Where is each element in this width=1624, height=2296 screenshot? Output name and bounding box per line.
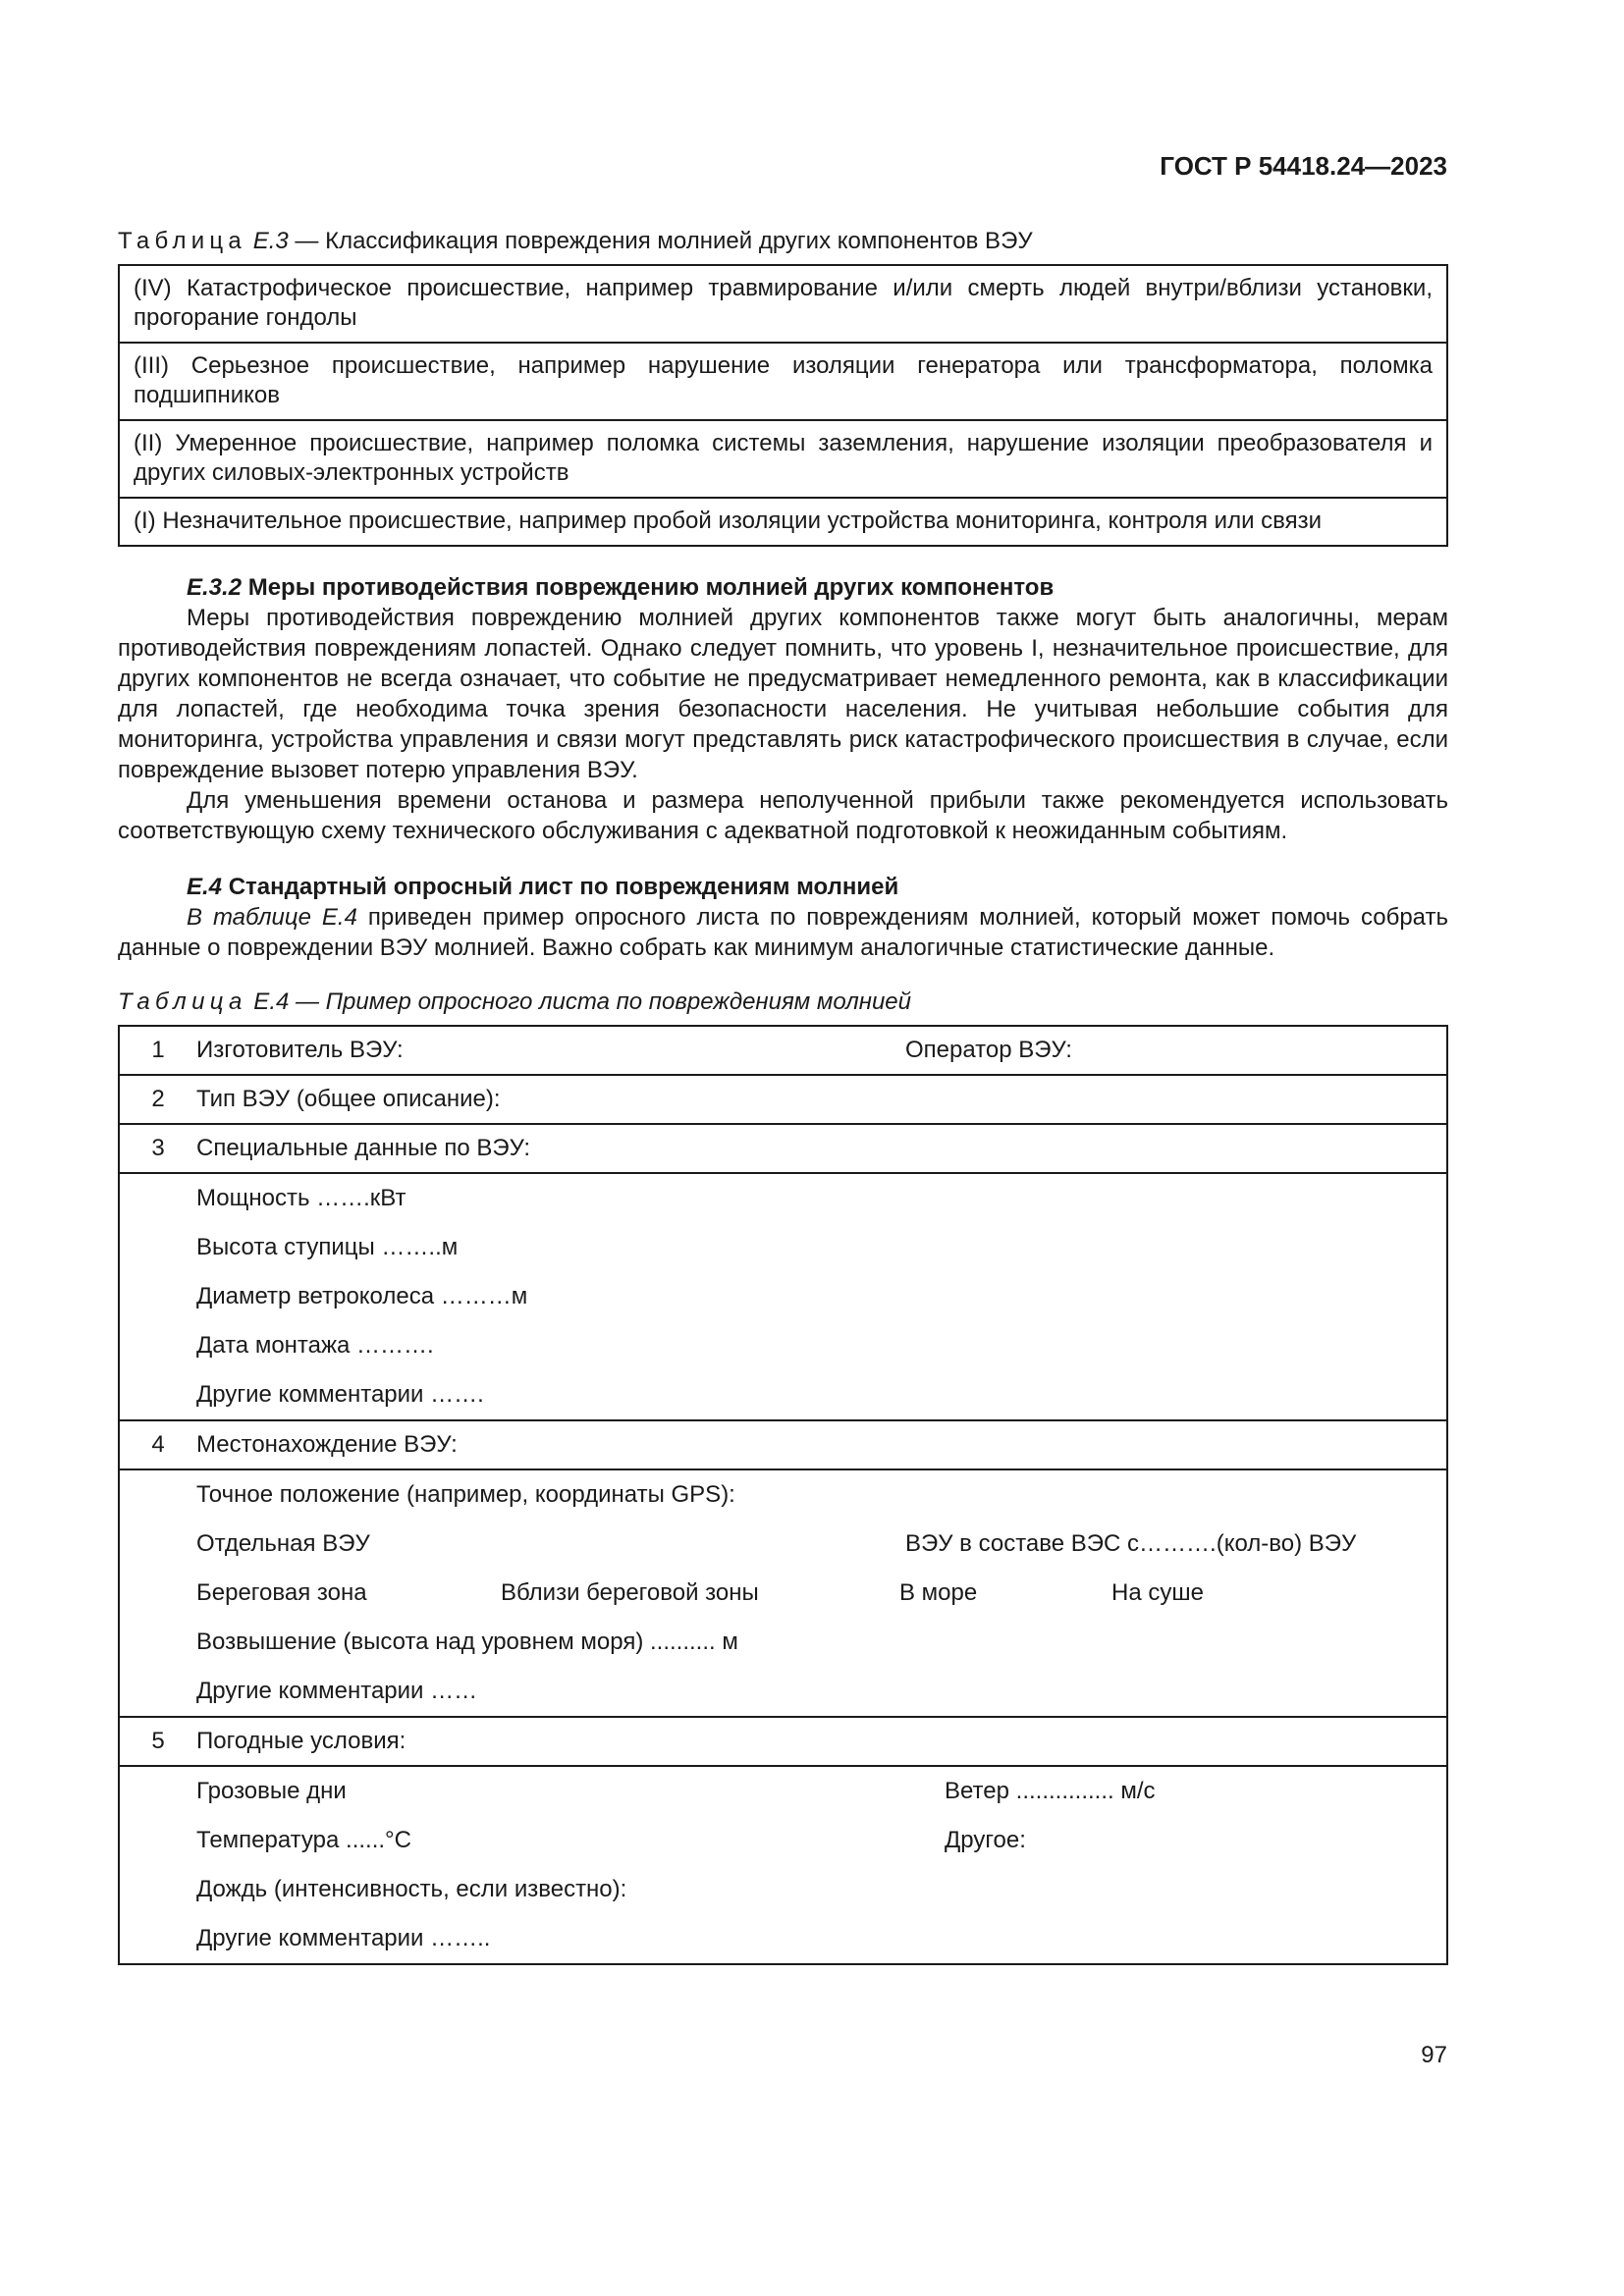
elevation-field: Возвышение (высота над уровнем моря) .......... м <box>196 1629 738 1655</box>
caption-text: Е.4 — Пример опросного листа по повреждениям молнией <box>246 988 911 1015</box>
power-field: Мощность …….кВт <box>196 1185 406 1211</box>
rotor-diameter-field: Диаметр ветроколеса ………м <box>196 1283 528 1309</box>
row-number <box>119 1766 196 1964</box>
table-cell <box>196 1026 1447 1075</box>
section-title: Стандартный опросный лист по повреждениям молнией <box>222 874 899 900</box>
rain-field: Дождь (интенсивность, если известно): <box>196 1876 627 1902</box>
table-cell: (I) Незначительное происшествие, например пробой изоляции устройства мониторинга, контроля или связи <box>119 498 1447 546</box>
table-cell <box>196 1766 1447 1964</box>
table-row <box>119 498 1447 546</box>
comments-field: Другие комментарии …….. <box>196 1925 491 1951</box>
table-cell: Местонахождение ВЭУ: <box>196 1420 1447 1469</box>
table-row <box>119 1717 1447 1766</box>
near-coast-option: Вблизи береговой зоны <box>501 1579 759 1606</box>
hub-height-field: Высота ступицы ……..м <box>196 1234 459 1260</box>
table-cell: Тип ВЭУ (общее описание): <box>196 1075 1447 1124</box>
table-row <box>119 1173 1447 1420</box>
paragraph: Для уменьшения времени останова и размера неполученной прибыли также рекомендуется использовать соответствующую схему технического обслуживания с адекватной подготовкой к неожиданным событиям. <box>118 787 1448 844</box>
caption-text: — Классификация повреждения молнией других компонентов ВЭУ <box>288 228 1033 254</box>
table-e3-caption <box>118 226 1448 256</box>
table-cell <box>196 1173 1447 1420</box>
table-row <box>119 1124 1447 1173</box>
table-row <box>119 1075 1447 1124</box>
section-number: Е.4 <box>187 874 223 900</box>
operator-label: Оператор ВЭУ: <box>905 1037 1072 1063</box>
table-e4-caption <box>118 987 1448 1017</box>
page-content <box>118 226 1448 1965</box>
paragraph-text: приведен пример опросного листа по повреждениям молнией, который может помочь собрать данные о повреждении ВЭУ молнией. Важно собрать как минимум аналогичные статистические данные. <box>118 904 1448 961</box>
table-cell <box>196 1469 1447 1717</box>
row-number: 3 <box>119 1124 196 1173</box>
table-row <box>119 1026 1447 1075</box>
section-e32-heading <box>118 572 1448 603</box>
table-row <box>119 1420 1447 1469</box>
row-number: 4 <box>119 1420 196 1469</box>
manufacturer-label: Изготовитель ВЭУ: <box>196 1037 404 1063</box>
comments-field: Другие комментарии ……. <box>196 1381 484 1408</box>
storm-days-field: Грозовые дни <box>196 1778 347 1804</box>
paragraph: Меры противодействия повреждению молнией других компонентов также могут быть аналогичны, мерам противодействия повреждениям лопастей. Однако следует помнить, что уровень I, незначительное происшествие, для других компонентов не всегда означает, что событие не предусматривает немедленного ремонта, как в классификации для лопастей, где необходима точка зрения безопасности населения. Не учитывая небольшие события для мониторинга, устройства управления и связи могут представлять риск катастрофического происшествия в случае, если повреждение вызовет потерю управления ВЭУ. <box>118 605 1448 783</box>
table-row <box>119 1766 1447 1964</box>
row-number: 2 <box>119 1075 196 1124</box>
caption-label: Таблица <box>118 228 247 254</box>
table-reference: В таблице Е.4 <box>187 904 357 931</box>
table-cell: (IV) Катастрофическое происшествие, например травмирование и/или смерть людей внутри/вблизи установки, прогорание гондолы <box>134 275 1433 331</box>
coastal-zone-option: Береговая зона <box>196 1579 367 1606</box>
install-date-field: Дата монтажа ………. <box>196 1332 434 1359</box>
exact-position-field: Точное положение (например, координаты GPS): <box>196 1481 735 1508</box>
row-number: 1 <box>119 1026 196 1075</box>
section-title: Меры противодействия повреждению молнией других компонентов <box>242 574 1055 601</box>
table-row <box>119 343 1447 420</box>
wind-farm-option: ВЭУ в составе ВЭС с……….(кол-во) ВЭУ <box>905 1530 1357 1557</box>
caption-number: Е.3 <box>252 228 289 254</box>
table-cell: Специальные данные по ВЭУ: <box>196 1124 1447 1173</box>
comments-field: Другие комментарии …… <box>196 1678 478 1704</box>
temperature-field: Температура ......°С <box>196 1827 411 1853</box>
row-number <box>119 1469 196 1717</box>
row-number: 5 <box>119 1717 196 1766</box>
single-turbine-option: Отдельная ВЭУ <box>196 1530 370 1557</box>
table-e3 <box>118 264 1448 547</box>
table-e4 <box>118 1025 1448 1965</box>
section-number: Е.3.2 <box>187 574 243 601</box>
table-cell: Погодные условия: <box>196 1717 1447 1766</box>
table-row <box>119 265 1447 343</box>
table-row <box>119 420 1447 498</box>
standard-header: ГОСТ Р 54418.24—2023 <box>1160 151 1447 181</box>
section-e4-heading <box>118 872 1448 902</box>
table-cell: (III) Серьезное происшествие, например нарушение изоляции генератора или трансформатора, поломка подшипников <box>119 343 1447 420</box>
paragraph <box>118 902 1448 963</box>
wind-field: Ветер ............... м/с <box>945 1778 1156 1804</box>
onshore-option: На суше <box>1111 1579 1204 1606</box>
offshore-option: В море <box>899 1579 978 1606</box>
page-number: 97 <box>1421 2042 1447 2068</box>
caption-label: Таблица <box>118 988 247 1015</box>
row-number <box>119 1173 196 1420</box>
table-row <box>119 1469 1447 1717</box>
table-cell: (II) Умеренное происшествие, например поломка системы заземления, нарушение изоляции преобразователя и других силовых-электронных устройств <box>119 420 1447 498</box>
other-field: Другое: <box>945 1827 1026 1853</box>
